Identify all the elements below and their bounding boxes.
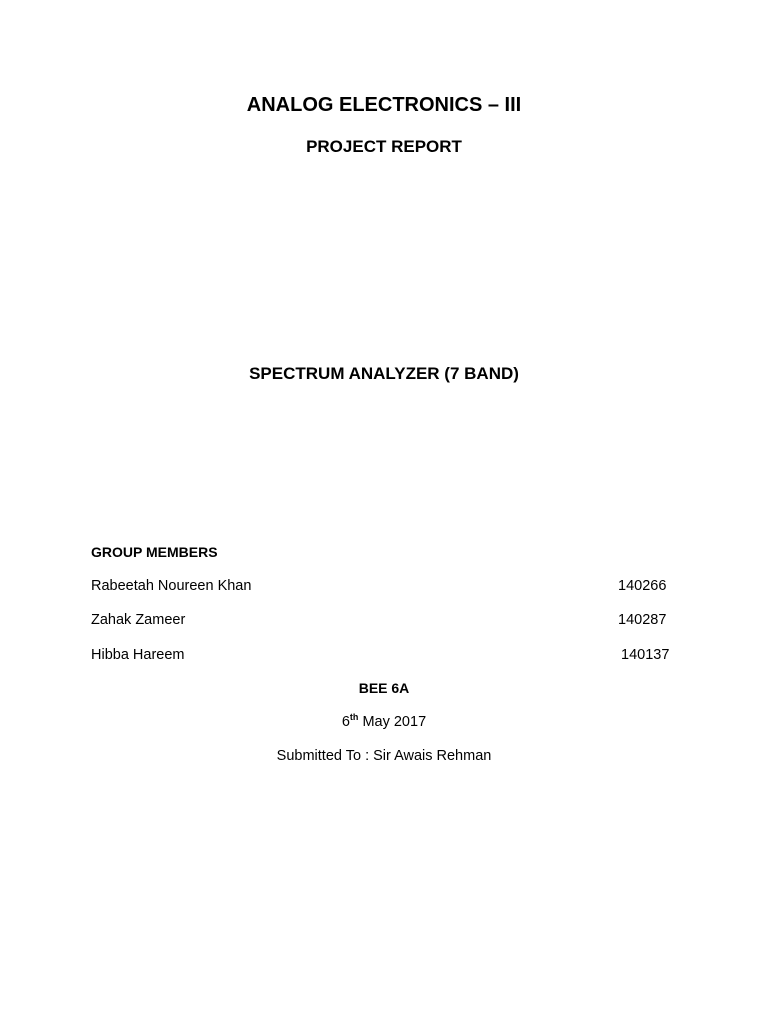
member-id: 140137 — [621, 647, 670, 663]
document-title: ANALOG ELECTRONICS – III — [246, 94, 522, 116]
member-name: Hibba Hareem — [91, 647, 185, 663]
member-row — [91, 647, 691, 667]
date-day: 6 — [341, 714, 350, 730]
date-month-year: May 2017 — [358, 714, 427, 730]
member-row — [91, 612, 691, 632]
member-id: 140287 — [618, 612, 667, 628]
member-name: Rabeetah Noureen Khan — [91, 578, 252, 594]
class-section: BEE 6A — [358, 680, 410, 696]
group-members-heading: GROUP MEMBERS — [91, 544, 218, 560]
member-id: 140266 — [618, 578, 667, 594]
member-row — [91, 578, 691, 598]
project-name: SPECTRUM ANALYZER (7 BAND) — [249, 364, 519, 383]
submission-date — [0, 714, 768, 730]
submitted-to: Submitted To : Sir Awais Rehman — [276, 748, 492, 764]
date-suffix: th — [349, 712, 359, 723]
member-name: Zahak Zameer — [91, 612, 186, 628]
document-subtitle: PROJECT REPORT — [306, 137, 462, 156]
